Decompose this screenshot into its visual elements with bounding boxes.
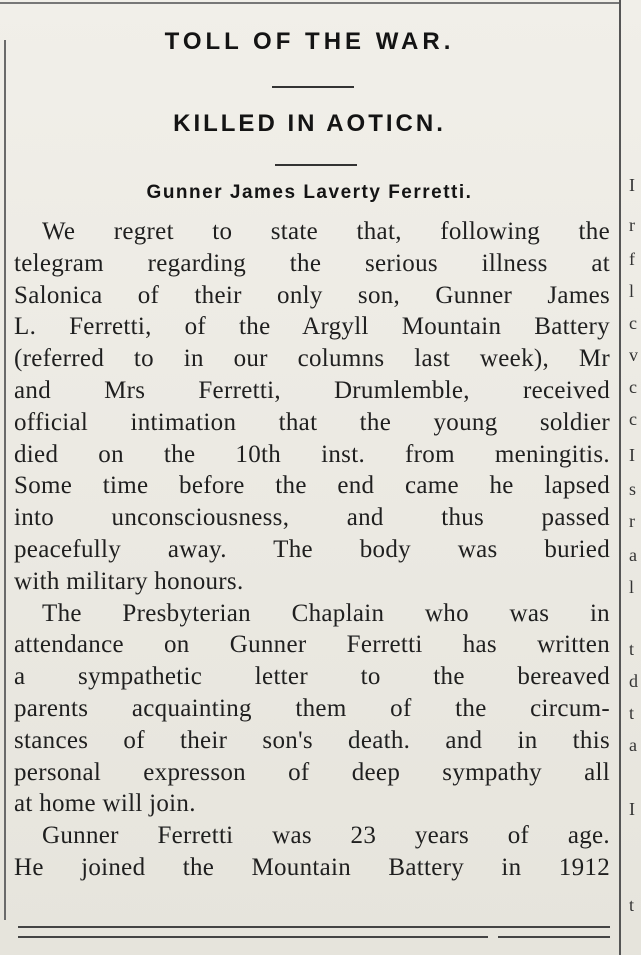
body-line: official intimation that the young soldier	[14, 408, 610, 436]
body-line: telegram regarding the serious illness at	[14, 249, 610, 277]
right-column-rule	[619, 0, 621, 955]
adjacent-glyph: d	[629, 671, 638, 691]
adjacent-glyph: s	[629, 479, 637, 499]
left-column-rule	[4, 40, 6, 920]
body-line: Salonica of their only son, Gunner James	[14, 281, 610, 309]
adjacent-glyph: l	[629, 281, 635, 301]
body-line: into unconsciousness, and thus passed	[14, 504, 610, 532]
section-title: TOLL OF THE WAR.	[164, 28, 455, 55]
body-line: parents acquainting them of the circum-	[14, 694, 610, 722]
body-line: with military honours.	[14, 567, 244, 595]
adjacent-glyph: I	[629, 799, 635, 819]
top-rule	[0, 2, 619, 4]
bottom-rule	[18, 926, 610, 928]
adjacent-column-edge	[625, 0, 641, 955]
adjacent-glyph: t	[629, 639, 635, 659]
body-line: Gunner Ferretti was 23 years of age.	[42, 822, 610, 850]
adjacent-glyph: l	[629, 577, 635, 597]
article-body	[14, 216, 610, 884]
bottom-rule	[498, 936, 610, 938]
adjacent-glyph: v	[629, 345, 638, 365]
adjacent-glyph: t	[629, 703, 635, 723]
adjacent-glyph: f	[629, 249, 635, 269]
body-line: We regret to state that, following the	[42, 218, 610, 245]
body-line: personal expresson of deep sympathy all	[14, 758, 610, 786]
adjacent-glyph: I	[629, 445, 635, 465]
body-line: (referred to in our columns last week), Mr	[14, 345, 610, 373]
adjacent-glyph: c	[629, 313, 637, 333]
name-heading: Gunner James Laverty Ferretti.	[146, 182, 473, 203]
subtitle-divider	[275, 164, 357, 166]
body-line: L. Ferretti, of the Argyll Mountain Battery	[14, 313, 610, 341]
subtitle: KILLED IN AOTICN.	[173, 110, 446, 137]
body-line: died on the 10th inst. from meningitis.	[14, 440, 610, 468]
title-divider	[272, 86, 354, 88]
body-line: and Mrs Ferretti, Drumlemble, received	[14, 376, 610, 404]
body-line: peacefully away. The body was buried	[14, 535, 610, 563]
adjacent-glyph: a	[629, 735, 637, 755]
adjacent-glyph: r	[629, 511, 635, 531]
adjacent-glyph: a	[629, 545, 637, 565]
adjacent-glyph: c	[629, 377, 637, 397]
bottom-rule	[18, 936, 488, 938]
adjacent-glyph: r	[629, 215, 635, 235]
body-line: He joined the Mountain Battery in 1912	[14, 853, 610, 881]
adjacent-glyph: c	[629, 409, 637, 429]
body-line: at home will join.	[14, 790, 196, 818]
body-line: a sympathetic letter to the bereaved	[14, 663, 610, 691]
adjacent-glyph: I	[629, 175, 635, 195]
body-line: Some time before the end came he lapsed	[14, 472, 610, 500]
adjacent-glyph: t	[629, 895, 635, 915]
body-line: The Presbyterian Chaplain who was in	[42, 599, 610, 627]
body-line: stances of their son's death. and in this	[14, 726, 610, 754]
body-line: attendance on Gunner Ferretti has written	[14, 631, 610, 659]
